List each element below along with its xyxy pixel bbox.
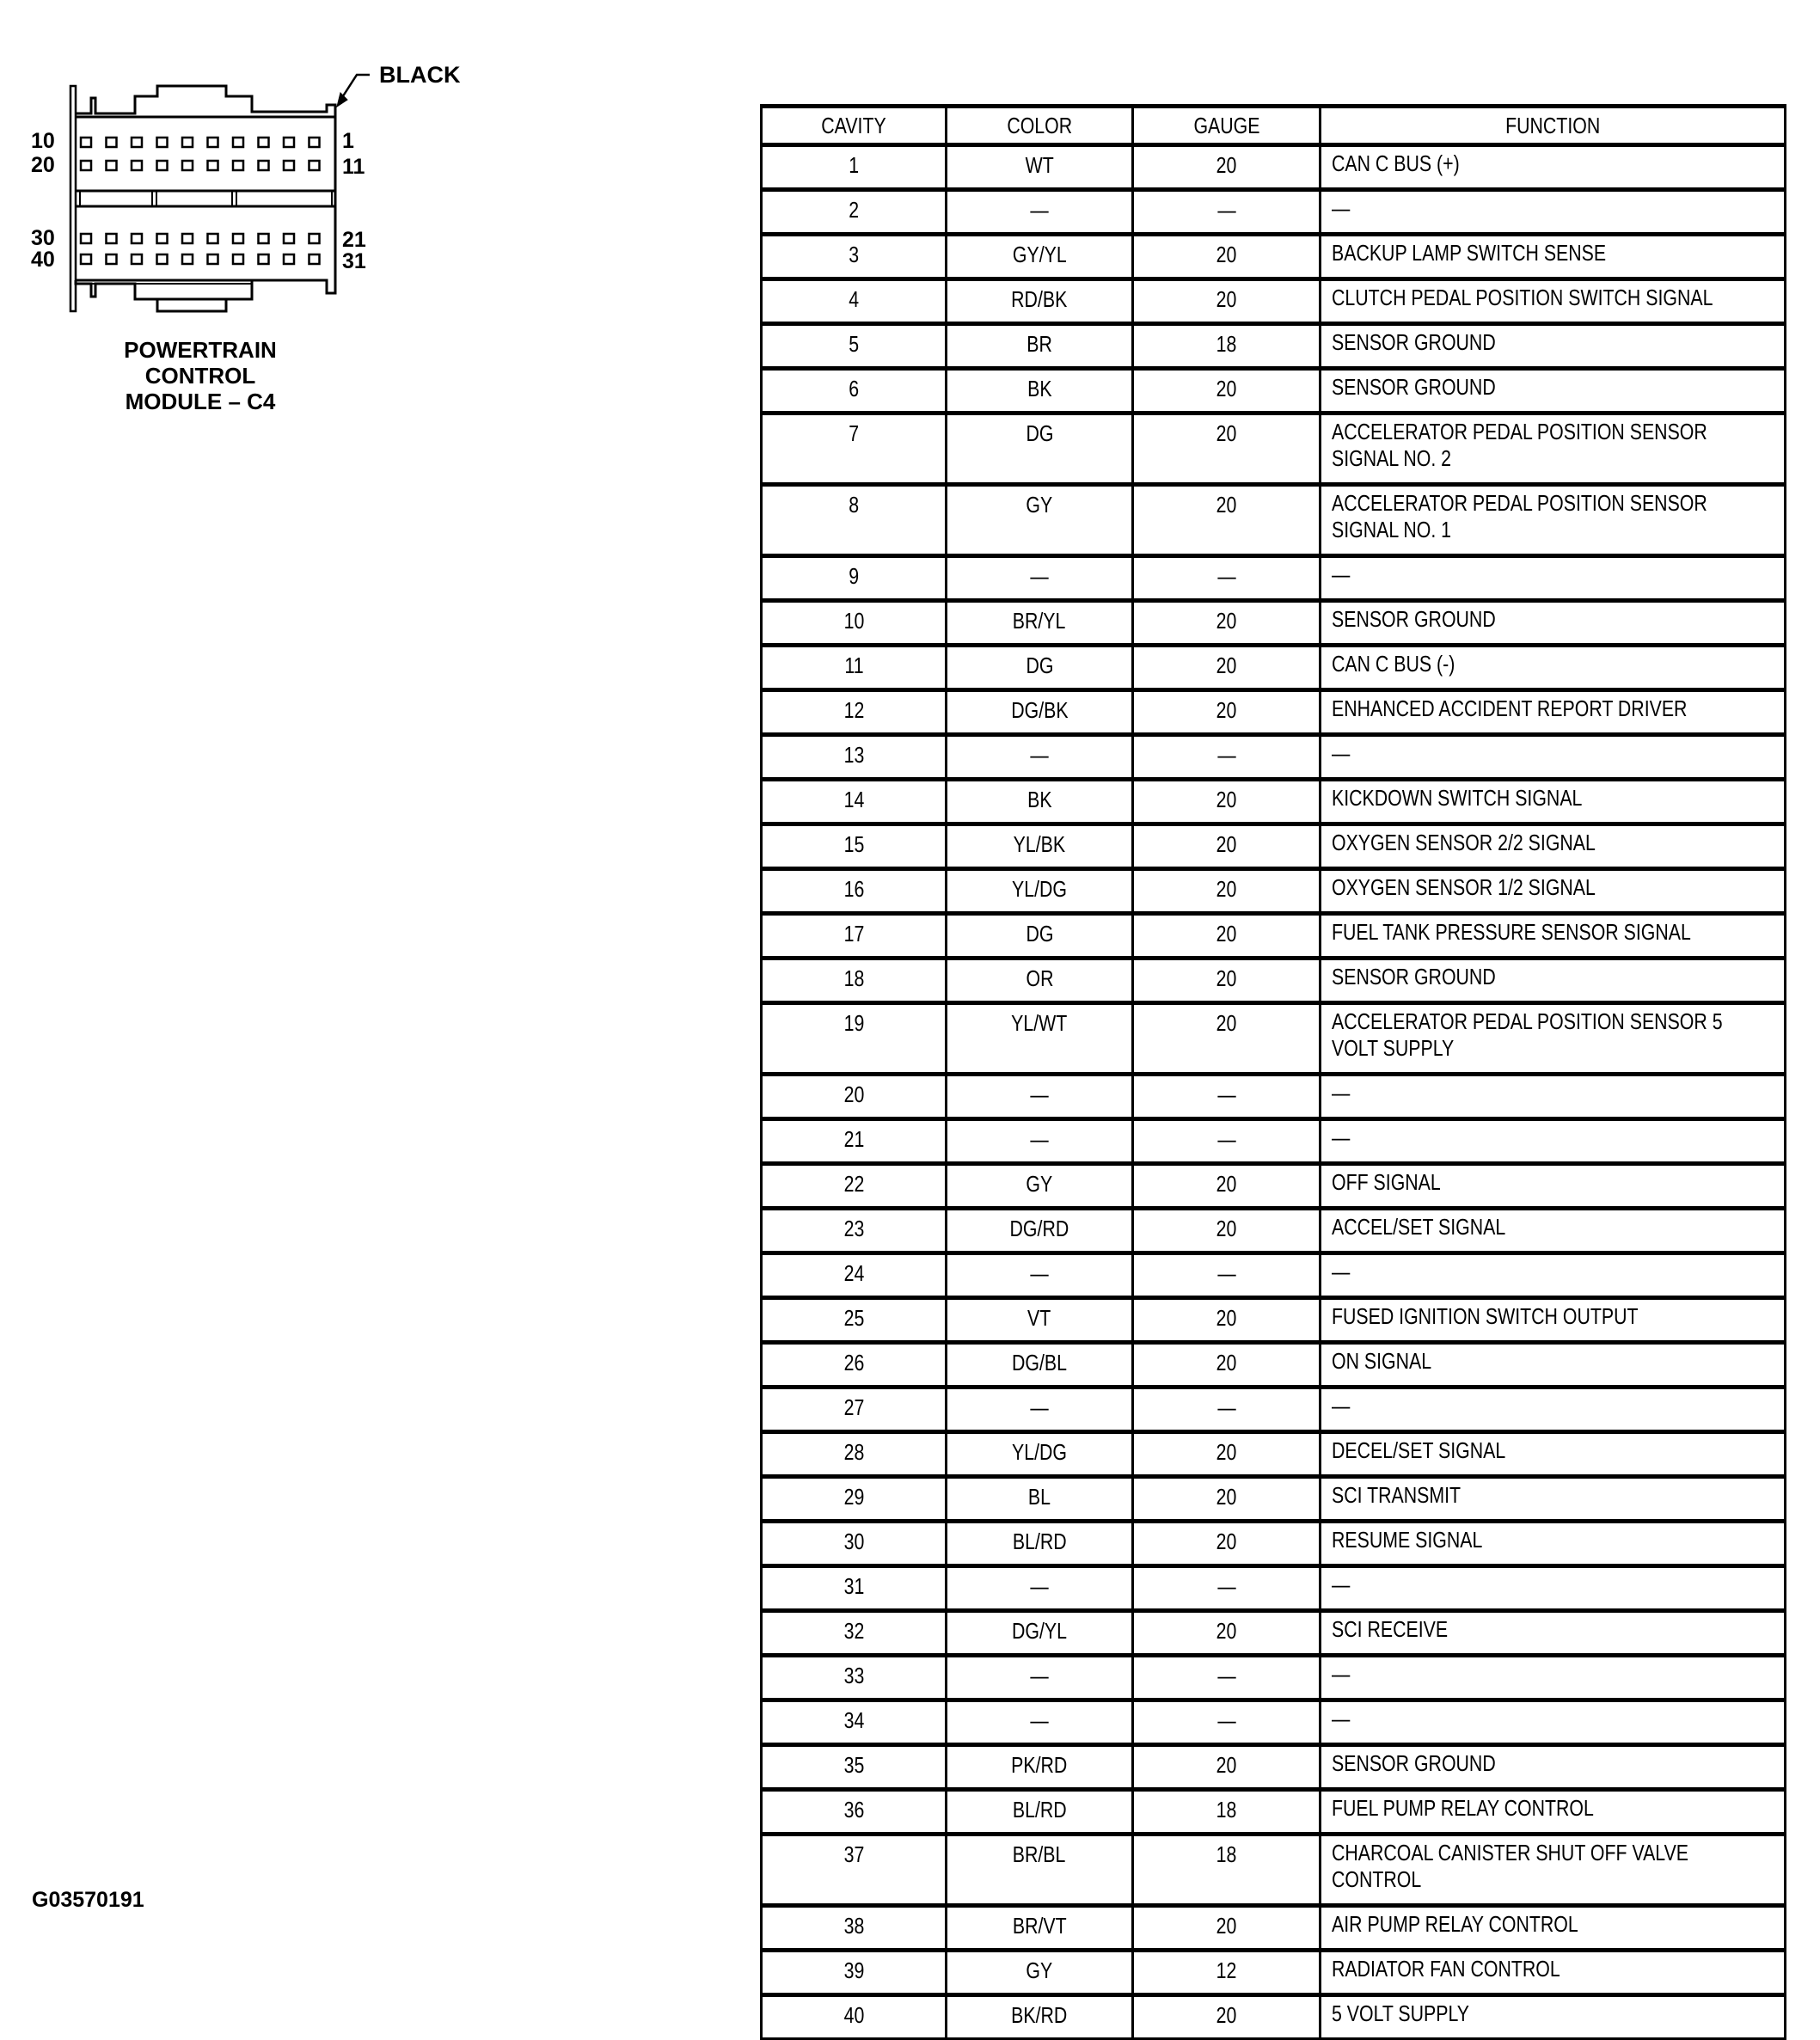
function-cell: ACCELERATOR PEDAL POSITION SENSOR SIGNAL NO. 1 [1321,485,1786,556]
table-row [762,1522,1786,1566]
color-cell: DG/BK [947,690,1133,735]
gauge-cell: 20 [1133,690,1321,735]
function-cell: — [1321,1119,1786,1164]
function-cell: AIR PUMP RELAY CONTROL [1321,1906,1786,1951]
color-cell: DG [947,646,1133,690]
table-row [762,1995,1786,2039]
table-row [762,1951,1786,1995]
function-cell: OXYGEN SENSOR 2/2 SIGNAL [1321,824,1786,869]
function-cell: RESUME SIGNAL [1321,1522,1786,1566]
function-cell: ACCELERATOR PEDAL POSITION SENSOR 5 VOLT SUPPLY [1321,1003,1786,1075]
cavity-cell: 1 [762,145,947,190]
table-row [762,1611,1786,1656]
header-cavity: CAVITY [762,107,947,145]
table-row [762,1835,1786,1906]
color-cell: DG/YL [947,1611,1133,1656]
cavity-cell: 16 [762,869,947,914]
function-cell: — [1321,735,1786,780]
header-function: FUNCTION [1321,107,1786,145]
gauge-cell: 20 [1133,601,1321,646]
color-cell: — [947,1119,1133,1164]
table-row [762,735,1786,780]
function-cell: — [1321,1253,1786,1298]
gauge-cell: — [1133,1253,1321,1298]
function-cell: CAN C BUS (+) [1321,145,1786,190]
color-cell: — [947,1075,1133,1119]
color-cell: DG/BL [947,1343,1133,1388]
cavity-cell: 35 [762,1745,947,1790]
cavity-cell: 29 [762,1477,947,1522]
gauge-cell: 18 [1133,324,1321,369]
table-row [762,1906,1786,1951]
cavity-cell: 7 [762,414,947,485]
function-cell: 5 VOLT SUPPLY [1321,1995,1786,2039]
table-row [762,279,1786,324]
color-cell: BR/YL [947,601,1133,646]
color-cell: — [947,1253,1133,1298]
color-cell: BL/RD [947,1522,1133,1566]
table-row [762,324,1786,369]
gauge-cell: 20 [1133,1432,1321,1477]
table-row [762,1119,1786,1164]
function-cell: FUSED IGNITION SWITCH OUTPUT [1321,1298,1786,1343]
function-cell: SCI RECEIVE [1321,1611,1786,1656]
cavity-cell: 9 [762,556,947,601]
table-row [762,914,1786,959]
color-cell: — [947,1388,1133,1432]
gauge-cell: — [1133,1388,1321,1432]
color-cell: BK/RD [947,1995,1133,2039]
function-cell: — [1321,1700,1786,1745]
color-cell: GY/YL [947,235,1133,279]
color-cell: — [947,1656,1133,1700]
function-cell: CLUTCH PEDAL POSITION SWITCH SIGNAL [1321,279,1786,324]
function-cell: CHARCOAL CANISTER SHUT OFF VALVE CONTROL [1321,1835,1786,1906]
cavity-cell: 28 [762,1432,947,1477]
gauge-cell: 20 [1133,780,1321,824]
cavity-cell: 32 [762,1611,947,1656]
cavity-cell: 15 [762,824,947,869]
table-row [762,556,1786,601]
color-cell: YL/DG [947,869,1133,914]
table-row [762,824,1786,869]
color-cell: DG [947,414,1133,485]
cavity-cell: 25 [762,1298,947,1343]
pin-label-11: 11 [342,155,365,179]
cavity-cell: 38 [762,1906,947,1951]
cavity-cell: 5 [762,324,947,369]
function-cell: DECEL/SET SIGNAL [1321,1432,1786,1477]
gauge-cell: 20 [1133,1343,1321,1388]
cavity-cell: 23 [762,1209,947,1253]
function-cell: KICKDOWN SWITCH SIGNAL [1321,780,1786,824]
gauge-cell: 20 [1133,145,1321,190]
figure-code: G03570191 [32,1888,144,1912]
pin-label-30: 30 [31,226,55,250]
cavity-cell: 20 [762,1075,947,1119]
color-cell: GY [947,1951,1133,1995]
function-cell: — [1321,556,1786,601]
color-cell: YL/BK [947,824,1133,869]
pin-label-10: 10 [31,129,55,153]
color-cell: WT [947,145,1133,190]
function-cell: SCI TRANSMIT [1321,1477,1786,1522]
function-cell: ENHANCED ACCIDENT REPORT DRIVER [1321,690,1786,735]
cavity-cell: 24 [762,1253,947,1298]
gauge-cell: 20 [1133,235,1321,279]
cavity-cell: 17 [762,914,947,959]
cavity-cell: 12 [762,690,947,735]
color-cell: PK/RD [947,1745,1133,1790]
function-cell: — [1321,1566,1786,1611]
table-row [762,1003,1786,1075]
table-row [762,1566,1786,1611]
function-cell: RADIATOR FAN CONTROL [1321,1951,1786,1995]
table-row [762,1656,1786,1700]
module-title-line-3: MODULE – C4 [125,389,276,414]
color-cell: BL [947,1477,1133,1522]
function-cell: — [1321,190,1786,235]
table-row [762,1253,1786,1298]
pin-label-1: 1 [342,129,354,153]
cavity-cell: 4 [762,279,947,324]
gauge-cell: — [1133,1566,1321,1611]
table-row [762,485,1786,556]
cavity-cell: 10 [762,601,947,646]
gauge-cell: 20 [1133,1477,1321,1522]
gauge-cell: 20 [1133,1209,1321,1253]
table-header-row [762,107,1786,145]
color-cell: — [947,735,1133,780]
cavity-cell: 19 [762,1003,947,1075]
color-cell: — [947,1700,1133,1745]
function-cell: — [1321,1075,1786,1119]
table-row [762,1343,1786,1388]
function-cell: OFF SIGNAL [1321,1164,1786,1209]
table-row [762,646,1786,690]
gauge-cell: — [1133,556,1321,601]
pin-cavities [81,138,320,264]
cavity-cell: 21 [762,1119,947,1164]
color-cell: BR/VT [947,1906,1133,1951]
color-cell: YL/DG [947,1432,1133,1477]
gauge-cell: — [1133,1656,1321,1700]
gauge-cell: — [1133,1119,1321,1164]
module-title-line-2: CONTROL [144,363,256,389]
cavity-cell: 39 [762,1951,947,1995]
function-cell: BACKUP LAMP SWITCH SENSE [1321,235,1786,279]
table-row [762,1209,1786,1253]
cavity-cell: 26 [762,1343,947,1388]
gauge-cell: 20 [1133,824,1321,869]
function-cell: SENSOR GROUND [1321,1745,1786,1790]
table-row [762,414,1786,485]
color-cell: GY [947,1164,1133,1209]
table-row [762,1477,1786,1522]
pinout-table [760,104,1786,2040]
cavity-cell: 33 [762,1656,947,1700]
function-cell: SENSOR GROUND [1321,601,1786,646]
cavity-cell: 2 [762,190,947,235]
table-row [762,780,1786,824]
cavity-cell: 30 [762,1522,947,1566]
gauge-cell: 20 [1133,869,1321,914]
table-row [762,1164,1786,1209]
cavity-cell: 14 [762,780,947,824]
table-row [762,369,1786,414]
function-cell: — [1321,1656,1786,1700]
table-row [762,1075,1786,1119]
gauge-cell: — [1133,1075,1321,1119]
table-row [762,869,1786,914]
table-row [762,1790,1786,1835]
gauge-cell: — [1133,190,1321,235]
table-row [762,1298,1786,1343]
pin-label-21: 21 [342,228,366,252]
gauge-cell: 18 [1133,1835,1321,1906]
gauge-cell: 18 [1133,1790,1321,1835]
gauge-cell: — [1133,735,1321,780]
gauge-cell: 20 [1133,414,1321,485]
header-gauge: GAUGE [1133,107,1321,145]
pin-label-20: 20 [31,153,55,177]
gauge-cell: 20 [1133,914,1321,959]
gauge-cell: 20 [1133,1522,1321,1566]
color-cell: RD/BK [947,279,1133,324]
gauge-cell: 20 [1133,646,1321,690]
cavity-cell: 34 [762,1700,947,1745]
gauge-cell: 20 [1133,1003,1321,1075]
color-cell: DG/RD [947,1209,1133,1253]
color-cell: YL/WT [947,1003,1133,1075]
header-color: COLOR [947,107,1133,145]
cavity-cell: 18 [762,959,947,1003]
cavity-cell: 40 [762,1995,947,2039]
table-row [762,959,1786,1003]
cavity-cell: 13 [762,735,947,780]
function-cell: FUEL TANK PRESSURE SENSOR SIGNAL [1321,914,1786,959]
module-title [71,337,329,414]
gauge-cell: 20 [1133,1995,1321,2039]
table-row [762,235,1786,279]
color-cell: BL/RD [947,1790,1133,1835]
cavity-cell: 36 [762,1790,947,1835]
function-cell: ACCELERATOR PEDAL POSITION SENSOR SIGNAL NO. 2 [1321,414,1786,485]
table-row [762,190,1786,235]
color-cell: — [947,1566,1133,1611]
table-row [762,1388,1786,1432]
gauge-cell: 20 [1133,1164,1321,1209]
gauge-cell: 20 [1133,369,1321,414]
function-cell: ON SIGNAL [1321,1343,1786,1388]
table-row [762,1432,1786,1477]
cavity-cell: 31 [762,1566,947,1611]
table-row [762,690,1786,735]
function-cell: ACCEL/SET SIGNAL [1321,1209,1786,1253]
color-cell: DG [947,914,1133,959]
cavity-cell: 22 [762,1164,947,1209]
gauge-cell: 12 [1133,1951,1321,1995]
color-cell: — [947,190,1133,235]
color-cell: VT [947,1298,1133,1343]
cavity-cell: 37 [762,1835,947,1906]
function-cell: SENSOR GROUND [1321,324,1786,369]
cavity-cell: 11 [762,646,947,690]
pinout-table-body [762,145,1786,2039]
gauge-cell: 20 [1133,1611,1321,1656]
color-cell: — [947,556,1133,601]
gauge-cell: 20 [1133,485,1321,556]
function-cell: FUEL PUMP RELAY CONTROL [1321,1790,1786,1835]
cavity-cell: 6 [762,369,947,414]
gauge-cell: 20 [1133,279,1321,324]
pin-label-40: 40 [31,248,55,272]
gauge-cell: — [1133,1700,1321,1745]
function-cell: SENSOR GROUND [1321,959,1786,1003]
pin-label-31: 31 [342,249,366,273]
connector-diagram [0,0,516,447]
connector-color-callout: BLACK [379,62,461,88]
gauge-cell: 20 [1133,1906,1321,1951]
color-cell: BK [947,780,1133,824]
table-row [762,145,1786,190]
cavity-cell: 8 [762,485,947,556]
color-cell: OR [947,959,1133,1003]
color-cell: BK [947,369,1133,414]
cavity-cell: 3 [762,235,947,279]
gauge-cell: 20 [1133,1298,1321,1343]
function-cell: SENSOR GROUND [1321,369,1786,414]
function-cell: CAN C BUS (-) [1321,646,1786,690]
table-row [762,601,1786,646]
color-cell: BR/BL [947,1835,1133,1906]
color-cell: GY [947,485,1133,556]
function-cell: OXYGEN SENSOR 1/2 SIGNAL [1321,869,1786,914]
table-row [762,1700,1786,1745]
color-cell: BR [947,324,1133,369]
cavity-cell: 27 [762,1388,947,1432]
table-row [762,1745,1786,1790]
module-title-line-1: POWERTRAIN [124,337,277,363]
function-cell: — [1321,1388,1786,1432]
gauge-cell: 20 [1133,1745,1321,1790]
gauge-cell: 20 [1133,959,1321,1003]
